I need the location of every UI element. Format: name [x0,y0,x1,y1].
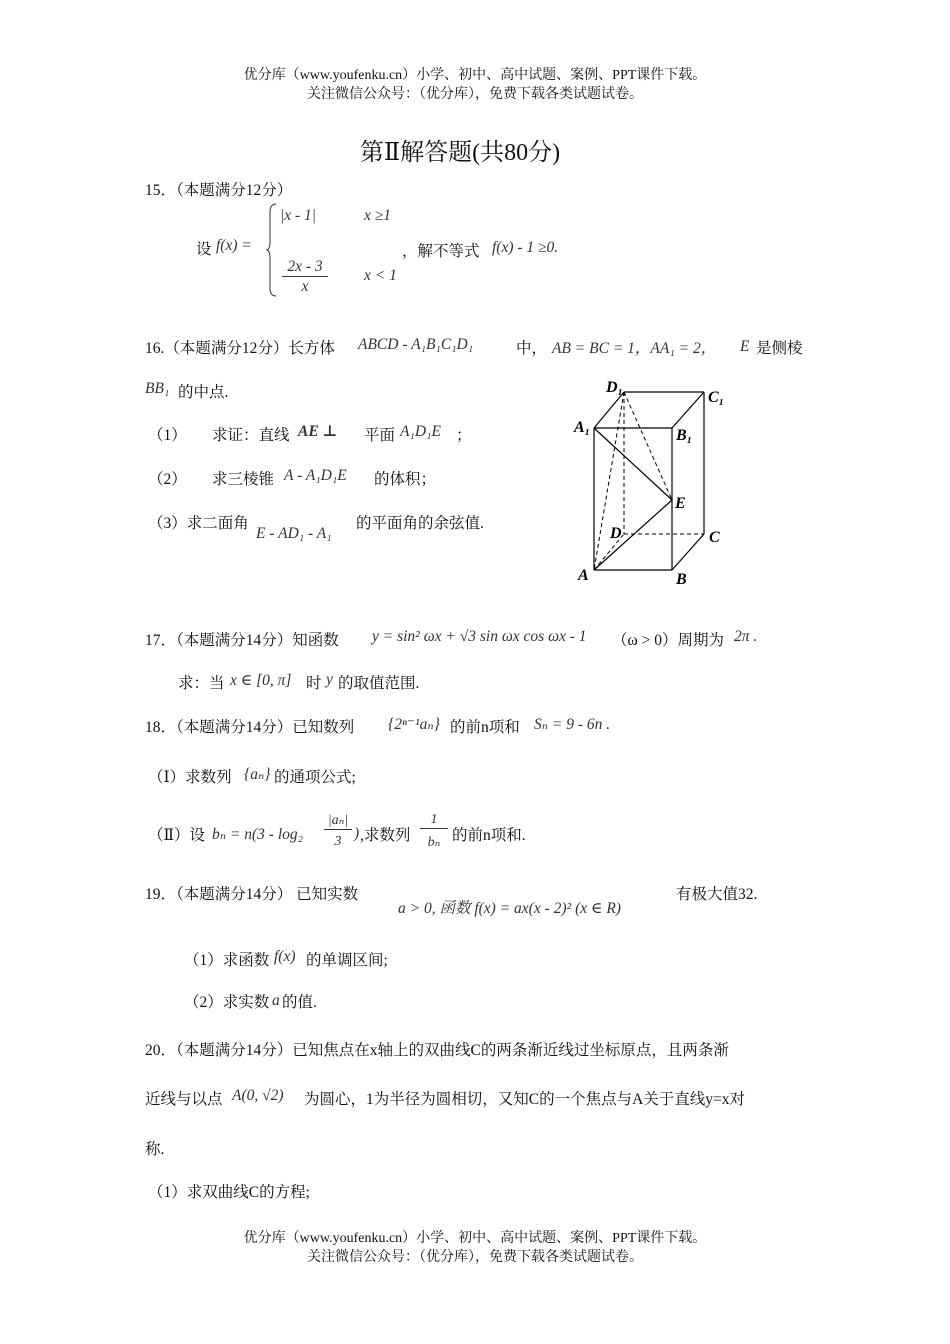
q19-p1-text: （1）求函数 [184,952,270,969]
q16-p1-text2: 平面 [364,427,396,444]
q17-function: y = sin² ωx + √3 sin ωx cos ωx - 1 [372,628,587,645]
q19-p1-end: 的单调区间; [306,952,388,969]
q18-p1-math: {aₙ} [244,766,271,783]
q19-p2-math: a [272,992,280,1009]
page-header [0,66,950,104]
q18-label: 18．（本题满分14分）已知数列 [145,719,355,736]
q18-sum: Sₙ = 9 - 6n . [534,716,611,733]
q19-p2-text: （2）求实数 [184,994,270,1011]
q17-line2-mid: 时 [306,675,322,692]
q16-p2-math: A - A₁D₁E [284,467,347,484]
q19-end: 有极大值32. [676,886,758,903]
q18-p2-text: （Ⅱ）设 [148,827,206,844]
footer-line-1: 优分库（www.youfenku.cn）小学、初中、高中试题、案例、PPT课件下载。 [243,1231,707,1246]
q16-p3-text: （3）求二面角 [148,515,249,532]
page-footer [0,1229,950,1267]
figure-label-a1: A₁ [574,419,591,436]
figure-label-c: C [709,529,720,546]
q20-line2-a: 近线与以点 [145,1091,223,1108]
q16-p2-num: （2） [148,471,187,488]
q15-brace-icon [266,202,278,298]
q18-p2-end: 的前n项和. [452,827,526,844]
q16-label: 16.（本题满分12分）长方体 [145,340,335,357]
q16-p1-math: AE ⊥ [298,423,338,440]
q16-solid: ABCD - A₁B₁C₁D₁ [358,336,474,353]
footer-line-2: 关注微信公众号：（优分库），免费下载各类试题试卷。 [307,1250,643,1265]
q16-p2-text: 求三棱锥 [212,471,275,488]
q16-conditions: AB = BC = 1，AA₁ = 2， [552,340,717,357]
header-line-1: 优分库（www.youfenku.cn）小学、初中、高中试题、案例、PPT课件下载。 [243,68,707,83]
q17-label: 17．（本题满分14分）知函数 [145,632,339,649]
q18-p2-frac2-num: 1 [420,812,448,829]
q17-line2-end: 的取值范围. [338,675,420,692]
q15-func: f(x) = [216,237,252,254]
q18-mid: 的前n项和 [450,719,520,736]
q15-inequality: f(x) - 1 ≥0. [492,239,559,256]
q19-p2-end: 的值. [282,994,317,1011]
q18-p2-math-a: bₙ = n(3 - log₂ [212,826,304,843]
q15-case2-cond: x < 1 [364,267,397,284]
figure-label-a: A [578,567,589,584]
q18-p2-mid: ,求数列 [360,827,411,844]
figure-label-d: D [610,525,622,542]
q18-sequence: {2ⁿ⁻¹aₙ} [388,716,440,733]
q16-p3-end: 的平面角的余弦值. [356,515,484,532]
q19-math: a > 0, 函数 f(x) = ax(x - 2)² (x ∈ R) [398,900,621,917]
q15-label: 15．（本题满分12分） [145,182,293,199]
section-title: 第Ⅱ解答题(共80分) [359,140,561,166]
q17-period: 2π . [734,628,758,645]
q15-case2-den: x [301,278,309,295]
q16-p3-math: E - AD₁ - A₁ [256,525,332,542]
q16-p1-math2: A₁D₁E [400,423,441,440]
q15-case1-expr: |x - 1| [280,207,317,224]
q20-line1: 20．（本题满分14分）已知焦点在x轴上的双曲线C的两条渐近线过坐标原点，且两条渐 [145,1042,729,1059]
q18-p2-frac2-den: bₙ [427,835,441,850]
q18-p2-math-b: ) [354,825,360,842]
figure-label-c1: C₁ [708,389,725,406]
q20-p1: （1）求双曲线C的方程; [148,1184,310,1201]
q20-line2-math: A(0, √2) [232,1087,284,1104]
figure-label-b1: B₁ [676,427,693,444]
q15-case2-num: 2x - 3 [282,258,328,277]
q16-tail: 是侧棱 [756,340,803,357]
cuboid-figure [572,372,742,592]
q16-p1-end: ； [456,427,472,444]
q16-p2-end: 的体积； [374,471,437,488]
q16-e: E [740,338,750,355]
q19-p1-math: f(x) [274,948,296,965]
q18-p1-end: 的通项公式; [274,769,356,786]
q19-label: 19．（本题满分14分） 已知实数 [145,886,359,903]
figure-label-d1: D₁ [606,379,624,396]
q18-p2-frac-den: 3 [334,834,342,849]
q18-p2-frac-num: |aₙ| [324,812,352,830]
q20-line2-b: 为圆心，1为半径为圆相切，又知C的一个焦点与A关于直线y=x对 [304,1091,746,1108]
q15-tail: ，解不等式 [402,243,480,260]
q16-line2-text: 的中点. [178,384,229,401]
q17-line2-text: 求：当 [178,675,225,692]
q16-p1-num: （1） [148,427,187,444]
q15-case1-cond: x ≥1 [364,207,392,224]
q18-p1-text: （Ⅰ）求数列 [148,769,232,786]
figure-label-e: E [675,495,686,512]
q15-intro: 设 [196,241,212,258]
figure-label-b: B [676,571,687,588]
q20-line3: 称. [145,1141,165,1158]
q17-line2-math: x ∈ [0, π] [230,672,292,689]
header-line-2: 关注微信公众号：（优分库），免费下载各类试题试卷。 [307,87,643,102]
q16-mid: 中， [516,340,548,357]
q16-bb1: BB₁ [145,380,170,397]
q16-p1-text: 求证：直线 [212,427,290,444]
q17-line2-y: y [326,671,333,688]
q17-condition: （ω > 0）周期为 [612,632,724,649]
